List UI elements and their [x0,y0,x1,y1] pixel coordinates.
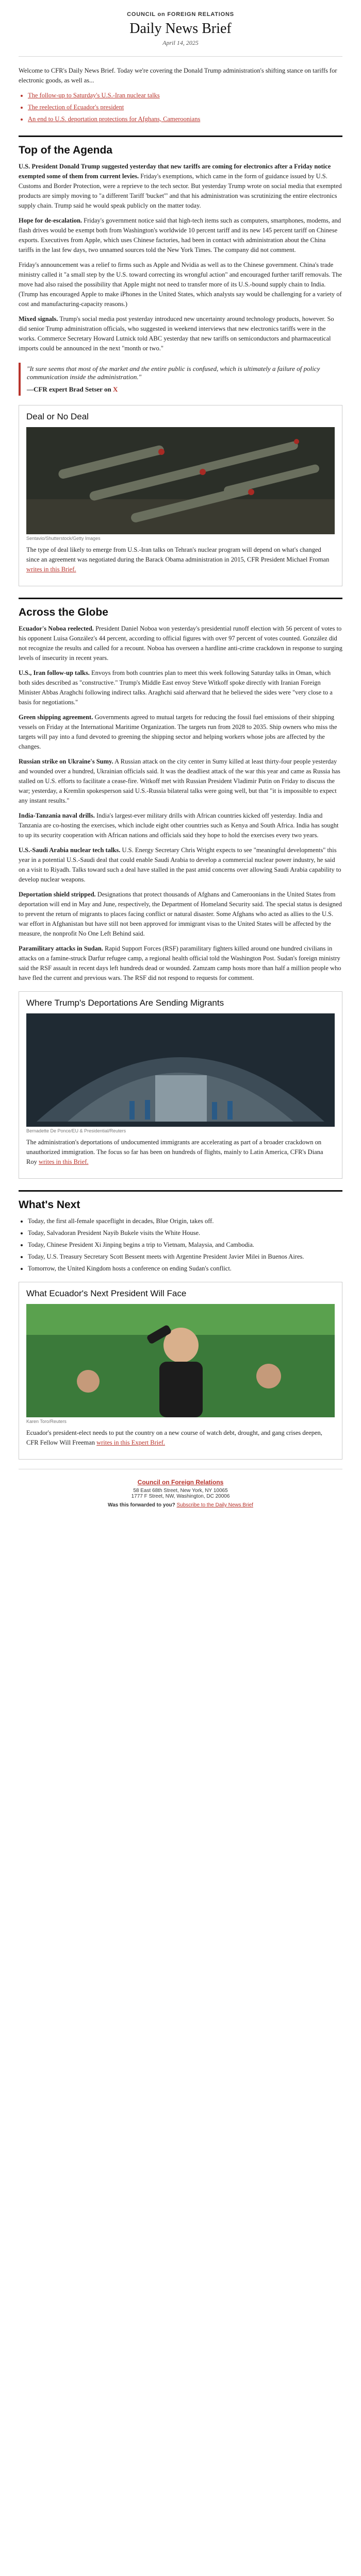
next-item: • Tomorrow, the United Kingdom hosts a conference on ending Sudan's conflict. [28,1264,342,1274]
intro-text: Welcome to CFR's Daily News Brief. Today we're covering the Donald Trump administration's shifting stance on tariffs for electronic goods, as well as... [19,67,337,84]
divider [19,56,342,57]
president-illustration [26,1304,335,1417]
quote-author: —CFR expert Brad Setser on [27,385,111,393]
section-heading-globe: Across the Globe [19,606,108,618]
item-lead: U.S.-Saudi Arabia nuclear tech talks. [19,846,121,854]
footer-org-link[interactable]: Council on Foreign Relations [137,1479,224,1486]
next-item: • Today, the first all-female spaceflight in decades, Blue Origin, takes off. [28,1216,342,1226]
deport-card[interactable] [19,991,342,1179]
globe-item [19,757,342,806]
item-lead: India-Tanzania naval drills. [19,812,95,819]
item-body: Rapid Support Forces (RSF) paramilitary fighters killed around one hundred civilians in attacks on a famine-struck Darfur refugee camp, a regional health official told the Washington Post. Sudan's foreign ministry said the RSF assault in recent days left hundreds dead or wounded. Zamzam camp hosts more than half a million people who have fled the current and previous wars. The RSF did not respond to requests for comment. [19,945,341,981]
paragraph-body: Friday's exemptions, which came in the form of guidance issued by U.S. Customs and Border Protection, were a reprieve to the tech sector. But yesterday Trump wrote on social media that exempted products are simply moving to "a different Tariff 'bucket'" and that his administration was scrutinizing the entire electronics supply chain. Trump said he would speak publicly on the matter today. [19,173,342,209]
item-body: India's largest-ever military drills with African countries kicked off yesterday. India and Tanzania are co-hosting the exercises, which include eight other countries such as Kenya and South Africa. India has sought to up its security cooperation with African nations and officials said they hope to hold the exercises every two years. [19,812,339,839]
caption-text: Ecuador's president-elect needs to put the country on a new course of watch debt, drought, and gang crises deepen, CFR Fellow Will Freeman [26,1429,322,1446]
expert-quote [19,363,342,396]
deal-card[interactable] [19,405,342,586]
brief-title: Daily News Brief [129,21,232,37]
intro-bullet[interactable]: • The reelection of Ecuador's president [28,103,342,112]
paragraph-lead: Hope for de-escalation. [19,217,83,224]
next-list [28,1216,342,1274]
item-lead: Green shipping agreement. [19,714,93,721]
item-body: Envoys from both countries plan to meet this week following Saturday talks in Oman, which both sides described as "constructive." Trump's Middle East envoy Steve Witkoff spoke directly with Iranian Foreign Minister Abbas Araghchi following indirect talks. Araghchi said afterward that he believed the sides were "very close to a basis for negotiations." [19,669,333,706]
section-rule [19,1190,342,1192]
footer-address: 58 East 68th Street, New York, NY 10065 [133,1488,228,1494]
item-lead: Paramilitary attacks in Sudan. [19,945,103,952]
forward-question: Was this forwarded to you? [108,1502,175,1508]
intro-list [28,91,342,124]
deport-card-title[interactable]: Where Trump's Deportations Are Sending Migrants [26,998,224,1008]
aircraft-photo[interactable] [26,1013,335,1127]
next-item: • Today, Salvadoran President Nayib Bukele visits the White House. [28,1228,342,1238]
section-heading-next: What's Next [19,1199,80,1211]
globe-item [19,668,342,707]
section-rule [19,135,342,137]
deal-brief-link[interactable]: writes in this Brief. [26,566,76,573]
quote-text: "It sure seems that most of the market and the entire public is confused, which is ultimately a failure of policy communication inside the administration." [27,365,320,381]
top-paragraph-4 [19,314,342,353]
next-item: • Today, U.S. Treasury Secretary Scott Bessent meets with Argentine President Javier Milei in Buenos Aires. [28,1252,342,1262]
item-body: U.S. Energy Secretary Chris Wright expects to see "meaningful developments" this year in a potential U.S.-Saudi deal that could enable Saudi Arabia to develop a commercial nuclear power industry, he said on a visit to Riyadh. Talks toward such a deal have stalled in the past amid concerns over allowing Saudi Arabia capability to develop nuclear weapons. [19,846,341,883]
intro-bullet[interactable]: • An end to U.S. deportation protections for Afghans, Cameroonians [28,114,342,124]
item-lead: U.S., Iran follow-up talks. [19,669,90,676]
paragraph-body: Trump's social media post yesterday introduced new uncertainty around technology products, however. So did senior Trump administration officials, who suggested in weekend interviews that new electronics tariffs were in the works. Commerce Secretary Howard Lutnick told ABC yesterday that new tariffs on semiconductors and pharmaceutical imports could be announced in the next "month or two." [19,315,334,352]
caption-text: The type of deal likely to emerge from U.S.-Iran talks on Tehran's nuclear program will depend on what's changed since an agreement was negotiated during the Barack Obama administration in 2015, CFR President Michael Froman [26,546,330,563]
section-rule [19,598,342,599]
deal-card-title[interactable]: Deal or No Deal [26,412,89,421]
caption-text: The administration's deportations of undocumented immigrants are accelerating as part of a broader crackdown on unauthorized immigration. The focus so far has been on hundreds of flights, mainly to Latin America, CFR's Diana Roy [26,1139,323,1165]
ecuador-card[interactable] [19,1282,342,1460]
globe-item [19,624,342,663]
deport-caption [26,1138,335,1167]
ecuador-card-title[interactable]: What Ecuador's Next President Will Face [26,1289,187,1298]
deport-brief-link[interactable]: writes in this Brief. [38,1158,89,1165]
globe-item [19,890,342,939]
top-paragraph-2 [19,216,342,255]
photo-credit: Karen Toro/Reuters [26,1419,67,1424]
paragraph-lead: Mixed signals. [19,315,58,323]
footer [19,1479,342,1508]
item-body: A Russian attack on the city center in Sumy killed at least thirty-four people yesterday and wounded over a hundred, Ukrainian officials said. It was the deadliest attack of the war this year and came as Russia has stalled on U.S. efforts to facilitate a cease-fire. Witkoff met with Russian President Vladimir Putin on Friday to discuss the war; yesterday, a Kremlin spokesperson said U.S.-Russia bilateral talks were going well, but that "it is impossible to expect any instant results." [19,758,340,804]
item-body: Designations that protect thousands of Afghans and Cameroonians in the United States from deportation will end in May and June, respectively, the Department of Homeland Security said. The special status is designed to prevent the return of migrants to places facing conflict or natural disaster. Some Afghans who acted as allies to the U.S. war effort in Afghanistan but have still not been approved for immigrant visas to the United States will be affected by the measure, the nonprofit No One Left Behind said. [19,891,342,937]
section-heading-top: Top of the Agenda [19,144,112,156]
x-logo-icon[interactable]: X [112,385,118,393]
aircraft-illustration [26,1013,335,1127]
item-lead: Ecuador's Noboa reelected. [19,625,94,632]
paragraph-body: Friday's government notice said that high-tech items such as computers, smartphones, modems, and flash drives would be exempt both from Washington's worldwide 10 percent tariff and its new 145 percent tariff on Chinese exports. Executives from Apple, which uses Chinese factories, had been in contact with administration about the China tariffs in the last few days, two unnamed sources told the New York Times. The company did not comment. [19,217,341,253]
brief-date: April 14, 2025 [162,39,199,46]
forward-line [19,1502,342,1508]
missiles-illustration [26,427,335,534]
quote-attribution [27,385,336,394]
photo-credit: Sentavio/Shutterstock/Getty Images [26,536,101,541]
item-body: Governments agreed to mutual targets for reducing the fossil fuel emissions of their shipping vessels on Friday at the International Maritime Organization. The targets run from 2028 to 2035. Ship owners who miss the targets will pay into a fund devoted to greening the shipping sector and helping workers whose jobs are affected by the changes. [19,714,337,750]
top-paragraph-3: Friday's announcement was a relief to firms such as Apple and Nvidia as well as to the Chinese government. China's trade ministry called it "a small step by the U.S. toward correcting its wrongful action" and encouraged further tariff removals. The move had also raised the possibility that Apple might not need to transfer more of its U.S.-bound supply chain to India. (Trump has encouraged Apple to make iPhones in the United States, which analysts say would be challenging for a variety of cost and manufacturing-capacity reasons.) [19,261,342,308]
ecuador-caption [26,1428,335,1448]
intro-bullet[interactable]: • The follow-up to Saturday's U.S.-Iran nuclear talks [28,91,342,100]
noboa-photo[interactable] [26,1304,335,1417]
org-logo-text[interactable]: COUNCIL on FOREIGN RELATIONS [127,11,234,18]
globe-item [19,944,342,983]
item-lead: Deportation shield stripped. [19,891,96,898]
footer-address: 1777 F Street, NW, Washington, DC 20006 [131,1494,230,1499]
ecuador-brief-link[interactable]: writes in this Expert Brief. [96,1439,166,1446]
globe-item [19,845,342,885]
paragraph-lead: U.S. President Donald Trump suggested yesterday that new tariffs are coming for electronics after a Friday notice exempted some of them from current levies. [19,163,331,180]
globe-item [19,713,342,752]
next-item: • Today, Chinese President Xi Jinping begins a trip to Vietnam, Malaysia, and Cambodia. [28,1240,342,1250]
deal-caption [26,545,335,574]
missiles-photo[interactable] [26,427,335,534]
item-body: President Daniel Noboa won yesterday's presidential runoff election with 56 percent of votes to his opponent Luisa González's 44 percent, according to official figures with over 97 percent of votes counted. González did not recognize the results and called for a recount. Noboa has overseen a hardline anti-crime crackdown in response to surging levels of insecurity in recent years. [19,625,343,662]
globe-item [19,811,342,840]
top-paragraph-1 [19,162,342,211]
subscribe-link[interactable]: Subscribe to the Daily News Brief [176,1502,253,1508]
photo-credit: Bernadette De Ponce/EU & Presidential/Reuters [26,1128,126,1133]
item-lead: Russian strike on Ukraine's Sumy. [19,758,113,765]
masthead [19,0,342,47]
